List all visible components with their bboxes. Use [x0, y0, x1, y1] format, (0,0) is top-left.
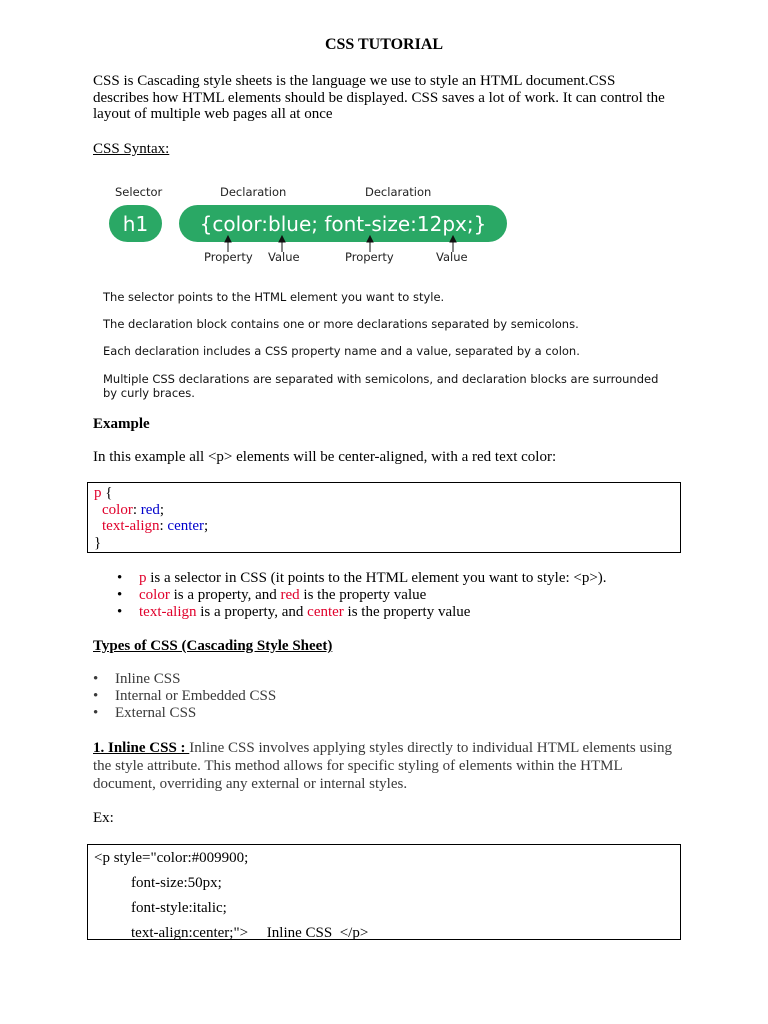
syntax-note-3: Each declaration includes a CSS property name and a value, separated by a colon.	[103, 344, 580, 358]
list-item: • External CSS	[93, 705, 493, 722]
inline-code-line-2: font-size:50px;	[131, 875, 222, 891]
ex-label: Ex:	[93, 810, 114, 826]
types-heading: Types of CSS (Cascading Style Sheet)	[93, 638, 333, 654]
inline-code-line-1: <p style="color:#009900;	[94, 850, 249, 866]
code-open-brace: {	[101, 485, 113, 501]
code-line-4: }	[94, 534, 102, 551]
list-item	[117, 570, 677, 587]
bullet-text: is a property, and	[196, 604, 308, 620]
code-line-2: color: red;	[102, 501, 165, 518]
property-label-1: Property	[204, 250, 253, 264]
inline-text: Inline CSS involves applying styles directly to individual HTML elements using the style attribute. This method allows for specific styling of elements within the HTML document, overriding any external or internal styles.	[93, 740, 673, 792]
types-list	[93, 671, 493, 722]
code-prop-color: color	[102, 501, 133, 518]
code-line-1	[94, 485, 674, 502]
code-selector: p	[94, 485, 102, 501]
page-title: CSS TUTORIAL	[324, 36, 444, 53]
declaration-label-2: Declaration	[365, 185, 432, 199]
selector-label: Selector	[115, 185, 163, 199]
bullet-keyword: color	[139, 587, 170, 603]
bullet-keyword: text-align	[139, 604, 197, 620]
bullet-text: is a property, and	[169, 587, 281, 603]
inline-code-line-3: font-style:italic;	[131, 900, 227, 916]
example-intro: In this example all <p> elements will be center-aligned, with a red text color:	[93, 449, 557, 465]
example-bullets	[117, 570, 677, 621]
list-item: • Inline CSS	[93, 671, 493, 688]
list-item	[117, 587, 677, 604]
example-code-box	[87, 482, 681, 553]
list-item	[117, 604, 677, 621]
declaration-label-1: Declaration	[220, 185, 287, 199]
bullet-value: center	[307, 604, 344, 620]
syntax-note-4: Multiple CSS declarations are separated with semicolons, and declaration blocks are surrounded by curly braces.	[103, 372, 659, 400]
code-val-center: center	[167, 518, 205, 534]
syntax-heading: CSS Syntax:	[93, 141, 170, 157]
example-heading: Example	[93, 416, 150, 432]
code-val-red: red	[140, 501, 160, 518]
code-line-3: text-align: center;	[102, 518, 209, 534]
syntax-diagram	[100, 180, 520, 270]
syntax-note-2: The declaration block contains one or more declarations separated by semicolons.	[103, 317, 579, 331]
bullet-value: red	[280, 587, 300, 603]
inline-code-line-4: text-align:center;"> Inline CSS </p>	[131, 925, 369, 941]
inline-code-box	[87, 844, 681, 940]
declaration-text: {color:blue; font-size:12px;}	[199, 211, 487, 236]
bullet-text: is a selector in CSS (it points to the HTML element you want to style: <p>).	[146, 570, 607, 586]
code-prop-text-align: text-align	[102, 518, 160, 534]
inline-section	[93, 739, 683, 793]
value-label-2: Value	[436, 250, 468, 264]
intro-paragraph: CSS is Cascading style sheets is the language we use to style an HTML document.CSS describes how HTML elements should be displayed. CSS saves a lot of work. It can control the layout of multiple web pages all at once	[93, 73, 665, 122]
selector-text: h1	[122, 211, 149, 236]
value-label-1: Value	[268, 250, 300, 264]
property-label-2: Property	[345, 250, 394, 264]
syntax-note-1: The selector points to the HTML element you want to style.	[103, 290, 445, 304]
list-item: • Internal or Embedded CSS	[93, 688, 493, 705]
inline-heading: 1. Inline CSS :	[93, 740, 190, 756]
bullet-keyword: p	[139, 570, 147, 586]
bullet-text: is the property value	[343, 604, 471, 620]
bullet-text: is the property value	[299, 587, 427, 603]
